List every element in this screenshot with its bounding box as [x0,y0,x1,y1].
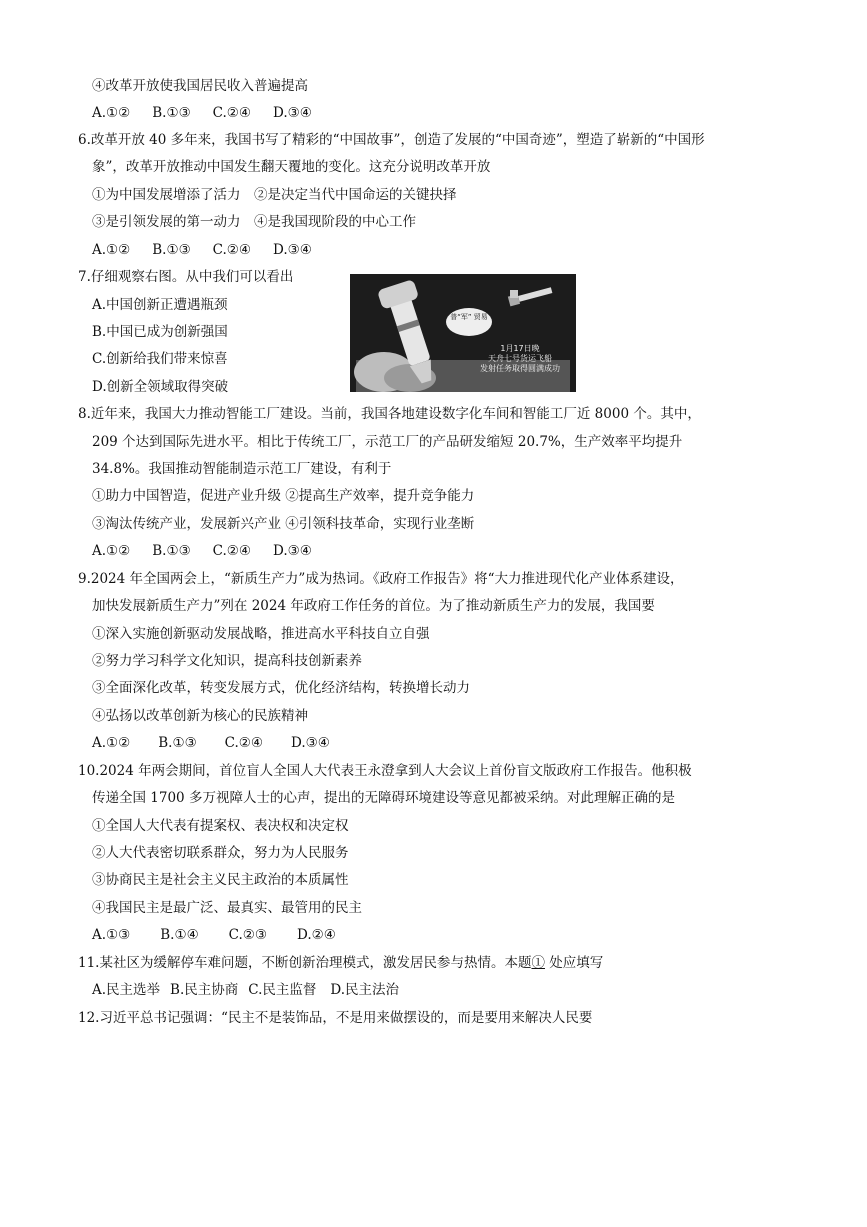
q11-choice-c[interactable]: C.民主监督 [248,982,317,998]
q6-stem-line1: 6.改革开放 40 多年来，我国书写了精彩的“中国故事”，创造了发展的“中国奇迹”，塑造了崭新的“中国形 [78,132,705,148]
q8-items-line2: ③淘汰传统产业，发展新兴产业 ④引领科技革命，实现行业垄断 [92,516,475,532]
q9-stem-line2: 加快发展新质生产力”列在 2024 年政府工作任务的首位。为了推动新质生产力的发展，我国要 [92,598,655,614]
q11-stem [78,954,603,972]
q7-figure-caption: 1月17日晚 天舟七号货运飞船 发射任务取得圆满成功 [480,344,560,373]
q8-items-line1: ①助力中国智造，促进产业升级 ②提高生产效率，提升竞争能力 [92,488,475,504]
q9-item-3: ③全面深化改革，转变发展方式，优化经济结构，转换增长动力 [92,680,470,696]
q6-stem-line2: 象”，改革开放推动中国发生翻天覆地的变化。这充分说明改革开放 [92,159,491,175]
q5-choice-d[interactable]: D.③④ [273,105,312,121]
q9-choices [92,734,352,752]
q11-blank-mark: ① [531,955,545,971]
q10-choices [92,926,358,944]
q8-stem-line1: 8.近年来，我国大力推动智能工厂建设。当前，我国各地建设数字化车间和智能工厂近 8000 个。其中， [78,406,701,422]
q11-choice-d[interactable]: D.民主法治 [330,982,400,998]
q6-items-line1: ①为中国发展增添了活力 ②是决定当代中国命运的关键抉择 [92,187,457,203]
q5-choices [92,104,334,122]
q7-option-c[interactable]: C.创新给我们带来惊喜 [92,351,228,367]
q8-choice-a[interactable]: A.①② [92,543,131,559]
q10-choice-a[interactable]: A.①③ [92,927,131,943]
q11-choice-a[interactable]: A.民主选举 [92,982,161,998]
q11-stem-text-end: 处应填写 [544,955,604,971]
q9-item-4: ④弘扬以改革创新为核心的民族精神 [92,708,308,724]
q10-choice-b[interactable]: B.①④ [160,927,199,943]
q10-item-4: ④我国民主是最广泛、最真实、最管用的民主 [92,900,362,916]
q8-stem-line2: 209 个达到国际先进水平。相比于传统工厂，示范工厂的产品研发缩短 20.7%，生产效率平均提升 [92,434,683,450]
q6-choice-c[interactable]: C.②④ [212,242,252,258]
q6-choice-b[interactable]: B.①③ [152,242,191,258]
q9-choice-b[interactable]: B.①③ [158,735,197,751]
q7-figure-bubble: 普“军” 贸易 [446,308,492,336]
q10-stem-line2: 传递全国 1700 多万视障人士的心声，提出的无障碍环境建设等意见都被采纳。对此理解正确的是 [92,790,675,806]
q11-stem-text: 11.某社区为缓解停车难问题，不断创新治理模式，激发居民参与热情。本题 [78,955,532,971]
q6-choice-a[interactable]: A.①② [92,242,131,258]
q8-stem-line3: 34.8%。我国推动智能制造示范工厂建设，有利于 [92,461,392,477]
q7-stem: 7.仔细观察右图。从中我们可以看出 [78,269,294,285]
q6-items-line2: ③是引领发展的第一动力 ④是我国现阶段的中心工作 [92,214,416,230]
q8-choice-d[interactable]: D.③④ [273,543,312,559]
q7-option-a[interactable]: A.中国创新正遭遇瓶颈 [92,297,228,313]
q5-item-4: ④改革开放使我国居民收入普遍提高 [92,78,308,94]
q10-item-3: ③协商民主是社会主义民主政治的本质属性 [92,872,349,888]
q9-choice-a[interactable]: A.①② [92,735,131,751]
q5-choice-b[interactable]: B.①③ [152,105,191,121]
q10-item-2: ②人大代表密切联系群众，努力为人民服务 [92,845,349,861]
q9-item-2: ②努力学习科学文化知识，提高科技创新素养 [92,653,362,669]
q8-choices [92,542,334,560]
q7-option-d[interactable]: D.创新全领域取得突破 [92,379,229,395]
q9-item-1: ①深入实施创新驱动发展战略，推进高水平科技自立自强 [92,626,430,642]
q5-choice-c[interactable]: C.②④ [212,105,252,121]
q8-choice-b[interactable]: B.①③ [152,543,191,559]
q10-item-1: ①全国人大代表有提案权、表决权和决定权 [92,818,349,834]
q6-choices [92,241,334,259]
q8-choice-c[interactable]: C.②④ [212,543,252,559]
q5-choice-a[interactable]: A.①② [92,105,131,121]
q10-stem-line1: 10.2024 年两会期间，首位盲人全国人大代表王永澄拿到人大会议上首份盲文版政府工作报告。他积极 [78,763,692,779]
q12-stem: 12.习近平总书记强调：“民主不是装饰品，不是用来做摆设的，而是要用来解决人民要 [78,1010,593,1026]
q9-choice-d[interactable]: D.③④ [291,735,330,751]
q10-choice-d[interactable]: D.②④ [297,927,336,943]
q11-choices [92,981,421,999]
q9-choice-c[interactable]: C.②④ [224,735,264,751]
q6-choice-d[interactable]: D.③④ [273,242,312,258]
q9-stem-line1: 9.2024 年全国两会上，“新质生产力”成为热词。《政府工作报告》将“大力推进现代化产业体系建设， [78,571,684,587]
q7-figure-image [350,274,576,392]
q11-choice-b[interactable]: B.民主协商 [170,982,239,998]
q10-choice-c[interactable]: C.②③ [228,927,268,943]
q7-option-b[interactable]: B.中国已成为创新强国 [92,324,228,340]
